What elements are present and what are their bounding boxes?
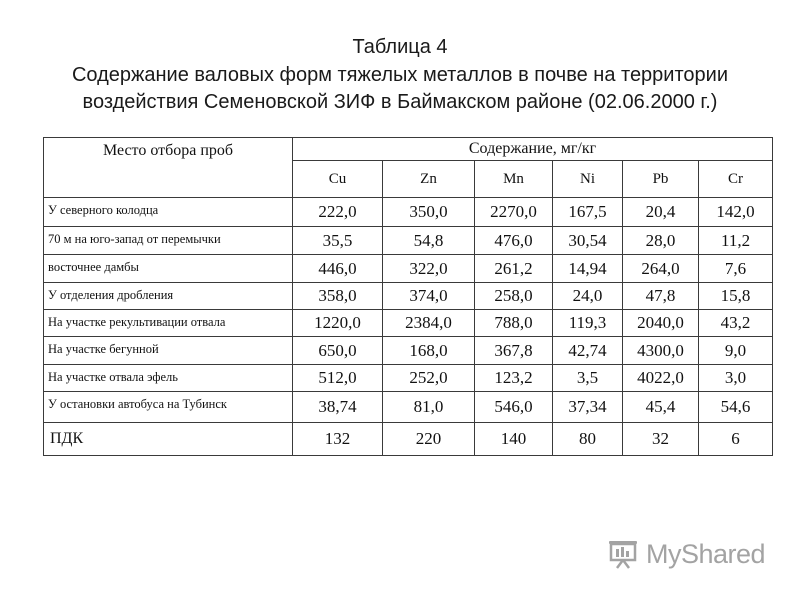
pdk-value-cr: 6 — [699, 423, 773, 456]
table-row — [44, 337, 773, 365]
value-zn: 2384,0 — [383, 310, 475, 337]
pdk-label: ПДК — [44, 423, 293, 456]
value-pb: 4022,0 — [623, 365, 699, 392]
value-cr: 43,2 — [699, 310, 773, 337]
table-row — [44, 227, 773, 255]
table-row — [44, 392, 773, 423]
value-cu: 650,0 — [293, 337, 383, 365]
row-label: На участке отвала эфель — [44, 365, 293, 392]
presentation-board-icon — [606, 537, 640, 571]
pdk-value-ni: 80 — [553, 423, 623, 456]
value-ni: 24,0 — [553, 283, 623, 310]
row-label: У остановки автобуса на Тубинск — [44, 392, 293, 423]
location-header: Место отбора проб — [44, 138, 293, 198]
row-label: 70 м на юго-запад от перемычки — [44, 227, 293, 255]
value-cu: 512,0 — [293, 365, 383, 392]
value-pb: 264,0 — [623, 255, 699, 283]
value-pb: 2040,0 — [623, 310, 699, 337]
value-pb: 47,8 — [623, 283, 699, 310]
value-pb: 20,4 — [623, 198, 699, 227]
value-zn: 81,0 — [383, 392, 475, 423]
pdk-row — [44, 423, 773, 456]
header-row — [44, 138, 773, 161]
value-mn: 546,0 — [475, 392, 553, 423]
column-header-cr: Cr — [699, 161, 773, 198]
value-cr: 15,8 — [699, 283, 773, 310]
watermark-text: MyShared — [646, 538, 766, 569]
value-cu: 222,0 — [293, 198, 383, 227]
table-row — [44, 255, 773, 283]
table-number: Таблица 4 — [352, 36, 448, 58]
row-label: На участке рекультивации отвала — [44, 310, 293, 337]
value-cu: 1220,0 — [293, 310, 383, 337]
column-header-ni: Ni — [553, 161, 623, 198]
value-cu: 446,0 — [293, 255, 383, 283]
pdk-value-zn: 220 — [383, 423, 475, 456]
value-ni: 30,54 — [553, 227, 623, 255]
value-zn: 54,8 — [383, 227, 475, 255]
value-cr: 11,2 — [699, 227, 773, 255]
value-ni: 37,34 — [553, 392, 623, 423]
table-row — [44, 198, 773, 227]
value-mn: 123,2 — [475, 365, 553, 392]
pdk-value-cu: 132 — [293, 423, 383, 456]
value-zn: 168,0 — [383, 337, 475, 365]
value-mn: 2270,0 — [475, 198, 553, 227]
column-header-cu: Cu — [293, 161, 383, 198]
row-label: У северного колодца — [44, 198, 293, 227]
value-cu: 358,0 — [293, 283, 383, 310]
value-zn: 252,0 — [383, 365, 475, 392]
heavy-metals-table — [43, 137, 773, 456]
value-zn: 350,0 — [383, 198, 475, 227]
column-header-zn: Zn — [383, 161, 475, 198]
value-mn: 258,0 — [475, 283, 553, 310]
value-mn: 367,8 — [475, 337, 553, 365]
value-cr: 9,0 — [699, 337, 773, 365]
value-cr: 3,0 — [699, 365, 773, 392]
myshared-watermark — [606, 536, 766, 572]
row-label: восточнее дамбы — [44, 255, 293, 283]
table-row — [44, 310, 773, 337]
value-ni: 14,94 — [553, 255, 623, 283]
value-zn: 322,0 — [383, 255, 475, 283]
pdk-value-mn: 140 — [475, 423, 553, 456]
column-header-mn: Mn — [475, 161, 553, 198]
value-zn: 374,0 — [383, 283, 475, 310]
value-cu: 38,74 — [293, 392, 383, 423]
value-ni: 42,74 — [553, 337, 623, 365]
value-cr: 7,6 — [699, 255, 773, 283]
value-cu: 35,5 — [293, 227, 383, 255]
table-caption-line-2: воздействия Семеновской ЗИФ в Баймакском районе (02.06.2000 г.) — [82, 91, 718, 113]
value-ni: 119,3 — [553, 310, 623, 337]
value-mn: 476,0 — [475, 227, 553, 255]
table-row — [44, 365, 773, 392]
value-mn: 788,0 — [475, 310, 553, 337]
value-ni: 3,5 — [553, 365, 623, 392]
row-label: На участке бегунной — [44, 337, 293, 365]
value-mn: 261,2 — [475, 255, 553, 283]
table-row — [44, 283, 773, 310]
value-cr: 142,0 — [699, 198, 773, 227]
value-pb: 28,0 — [623, 227, 699, 255]
value-cr: 54,6 — [699, 392, 773, 423]
table-caption-line-1: Содержание валовых форм тяжелых металлов в почве на территории — [71, 63, 729, 86]
slide-title — [0, 34, 800, 117]
value-pb: 4300,0 — [623, 337, 699, 365]
pdk-value-pb: 32 — [623, 423, 699, 456]
content-header: Содержание, мг/кг — [293, 138, 773, 161]
value-pb: 45,4 — [623, 392, 699, 423]
column-header-pb: Pb — [623, 161, 699, 198]
value-ni: 167,5 — [553, 198, 623, 227]
row-label: У отделения дробления — [44, 283, 293, 310]
